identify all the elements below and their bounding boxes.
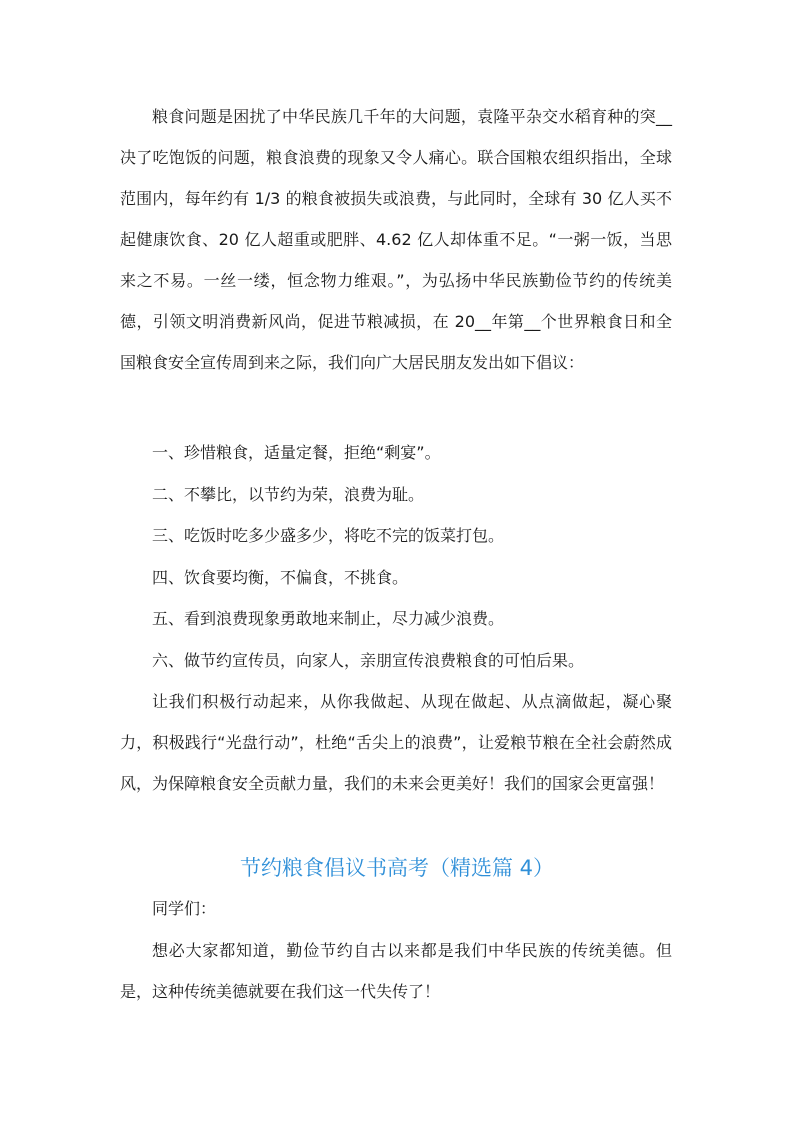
greeting: 同学们： <box>152 899 217 918</box>
proposal-item-5: 五、看到浪费现象勇敢地来制止，尽力减少浪费。 <box>152 609 505 628</box>
proposal-item-3: 三、吃饭时吃多少盛多少，将吃不完的饭菜打包。 <box>152 526 505 545</box>
proposal-item-1: 一、珍惜粮食，适量定餐，拒绝“剩宴”。 <box>152 443 441 462</box>
proposal-item-2: 二、不攀比，以节约为荣，浪费为耻。 <box>152 485 425 504</box>
final-paragraph: 想必大家都知道，勤俭节约自古以来都是我们中华民族的传统美德。但是，这种传统美德就要在我们这一代失传了！ <box>120 941 672 1001</box>
section-title: 节约粮食倡议书高考（精选篇 4） <box>239 856 555 880</box>
proposal-item-6: 六、做节约宣传员，向家人，亲朋宣传浪费粮食的可怕后果。 <box>152 651 585 670</box>
intro-paragraph: 粮食问题是困扰了中华民族几千年的大问题，袁隆平杂交水稻育种的突__决了吃饱饭的问题，粮食浪费的现象又令人痛心。联合国粮农组织指出，全球范围内，每年约有 1/3 的粮食被损失或浪费，与此同时，全球有 30 亿人买不起健康饮食、20 亿人超重或肥胖、4.62 亿人却体重不足。“一粥一饭，当思来之不易。一丝一缕，恒念物力维艰。”，为弘扬中华民族勤俭节约的传统美德，引领文明消费新风尚，促进节粮减损，在 20__年第__个世界粮食日和全国粮食安全宣传周到来之际，我们向广大居民朋友发出如下倡议： <box>120 107 672 372</box>
closing-paragraph: 让我们积极行动起来，从你我做起、从现在做起、从点滴做起，凝心聚力，积极践行“光盘行动”，杜绝“舌尖上的浪费”，让爱粮节粮在全社会蔚然成风，为保障粮食安全贡献力量，我们的未来会更美好！我们的国家会更富强！ <box>120 692 672 793</box>
proposal-item-4: 四、饮食要均衡，不偏食，不挑食。 <box>152 568 409 587</box>
